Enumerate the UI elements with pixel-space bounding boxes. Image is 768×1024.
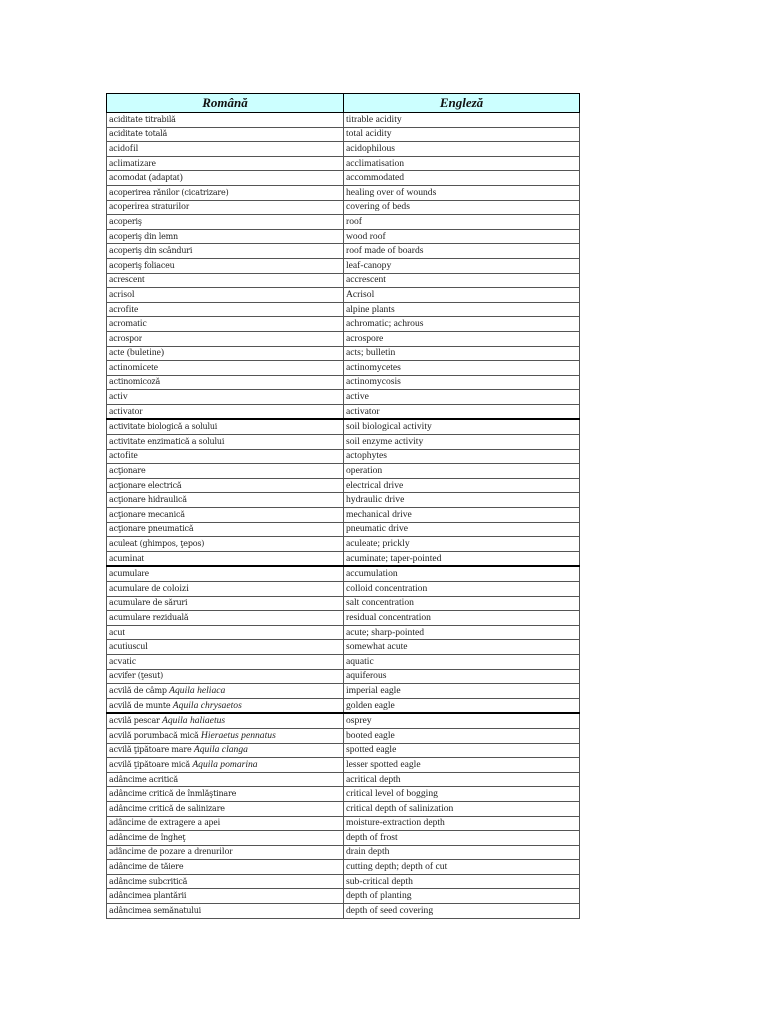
english-term: wood roof: [344, 229, 580, 244]
english-term: osprey: [344, 713, 580, 728]
romanian-term: [107, 508, 344, 523]
english-term: golden eagle: [344, 698, 580, 713]
english-term: healing over of wounds: [344, 185, 580, 200]
scientific-name: Aquila clanga: [193, 744, 248, 756]
english-term: acuminate; taper-pointed: [344, 551, 580, 566]
table-row: [107, 478, 580, 493]
english-term: depth of planting: [344, 889, 580, 904]
table-row: [107, 654, 580, 669]
table-row: [107, 831, 580, 846]
romanian-term: [107, 640, 344, 655]
romanian-term: [107, 654, 344, 669]
romanian-term-text: aclimatizare: [109, 157, 156, 169]
table-row: [107, 419, 580, 434]
english-term: drain depth: [344, 845, 580, 860]
scientific-name: Aquila pomarina: [192, 758, 258, 770]
romanian-term-text: acrisol: [109, 288, 135, 300]
table-row: [107, 449, 580, 464]
romanian-term: [107, 669, 344, 684]
romanian-term: [107, 551, 344, 566]
table-row: [107, 156, 580, 171]
english-term: spotted eagle: [344, 743, 580, 758]
romanian-term: [107, 845, 344, 860]
romanian-term: [107, 375, 344, 390]
english-term: electrical drive: [344, 478, 580, 493]
table-row: [107, 229, 580, 244]
romanian-term-text: acvatic: [109, 655, 137, 667]
table-row: [107, 127, 580, 142]
romanian-term: [107, 171, 344, 186]
romanian-term-text: adâncime de pozare a drenurilor: [109, 846, 233, 858]
romanian-term-text: acutiuscul: [109, 641, 148, 653]
romanian-term: [107, 331, 344, 346]
romanian-term: [107, 142, 344, 157]
romanian-term-text: acţionare mecanică: [109, 509, 185, 519]
table-row: [107, 874, 580, 889]
english-term: accommodated: [344, 171, 580, 186]
table-row: [107, 508, 580, 523]
romanian-term: [107, 244, 344, 259]
scientific-name: Hieraetus pennatus: [200, 729, 276, 741]
romanian-term-text: adâncime critică de înmlăştinare: [109, 789, 237, 799]
table-row: [107, 435, 580, 450]
english-term: salt concentration: [344, 596, 580, 611]
scientific-name: Aquila heliaca: [169, 684, 226, 696]
romanian-term-text: actinomicete: [109, 361, 159, 373]
table-row: [107, 566, 580, 581]
english-term: acts; bulletin: [344, 346, 580, 361]
romanian-term: [107, 831, 344, 846]
romanian-term: [107, 566, 344, 581]
english-term: sub-critical depth: [344, 874, 580, 889]
table-row: [107, 522, 580, 537]
romanian-term-text: acromatic: [109, 318, 147, 330]
romanian-term-text: acumulare de săruri: [109, 598, 188, 608]
english-term: acute; sharp-pointed: [344, 625, 580, 640]
english-term: accrescent: [344, 273, 580, 288]
romanian-term: [107, 258, 344, 273]
romanian-term: [107, 772, 344, 787]
romanian-term-text: acumulare de coloizi: [109, 582, 189, 594]
romanian-term: [107, 273, 344, 288]
table-row: [107, 743, 580, 758]
header-row: [107, 94, 580, 113]
romanian-term-text: acrofite: [109, 303, 139, 315]
romanian-term: [107, 801, 344, 816]
romanian-term: [107, 582, 344, 597]
table-row: [107, 273, 580, 288]
romanian-term: [107, 611, 344, 626]
english-term: actinomycosis: [344, 375, 580, 390]
table-row: [107, 787, 580, 802]
table-row: [107, 889, 580, 904]
romanian-term-text: acţionare pneumatică: [109, 524, 194, 534]
table-row: [107, 185, 580, 200]
english-term: residual concentration: [344, 611, 580, 626]
table-row: [107, 302, 580, 317]
romanian-term: [107, 728, 344, 743]
romanian-term-text: activ: [109, 391, 128, 403]
romanian-term-text: acte (buletine): [109, 347, 165, 359]
romanian-term-text: acumulare reziduală: [109, 612, 189, 622]
table-row: [107, 845, 580, 860]
table-row: [107, 288, 580, 303]
english-term: aquatic: [344, 654, 580, 669]
table-row: [107, 669, 580, 684]
romanian-term-text: acrospor: [109, 332, 143, 344]
english-term: acidophilous: [344, 142, 580, 157]
romanian-term-text: adâncime acritică: [109, 774, 178, 784]
english-term: booted eagle: [344, 728, 580, 743]
table-row: [107, 361, 580, 376]
table-row: [107, 258, 580, 273]
romanian-term: [107, 419, 344, 434]
table-row: [107, 171, 580, 186]
romanian-term: [107, 493, 344, 508]
english-term: active: [344, 390, 580, 405]
romanian-term-text: acvifer (ţesut): [109, 671, 164, 681]
romanian-term-text: actofite: [109, 450, 138, 462]
romanian-term: [107, 215, 344, 230]
english-term: acclimatisation: [344, 156, 580, 171]
table-row: [107, 684, 580, 699]
romanian-term: [107, 758, 344, 773]
english-term: roof: [344, 215, 580, 230]
romanian-term: [107, 816, 344, 831]
romanian-term: [107, 113, 344, 128]
table-row: [107, 816, 580, 831]
english-term: acrospore: [344, 331, 580, 346]
table-row: [107, 215, 580, 230]
english-term: critical level of bogging: [344, 787, 580, 802]
english-term: depth of seed covering: [344, 904, 580, 919]
romanian-term-text: adâncime de îngheţ: [109, 832, 186, 842]
table-row: [107, 640, 580, 655]
romanian-term-text: acvilă de munte: [109, 700, 171, 710]
romanian-term-text: aculeat (ghimpos, ţepos): [109, 539, 205, 549]
romanian-term-text: acut: [109, 626, 125, 638]
romanian-term: [107, 229, 344, 244]
romanian-term-text: acumulare: [109, 568, 149, 580]
romanian-term: [107, 346, 344, 361]
english-term: aculeate; prickly: [344, 537, 580, 552]
romanian-term-text: acţionare hidraulică: [109, 495, 187, 505]
scientific-name: Aquila chrysaetos: [172, 699, 242, 711]
english-term: depth of frost: [344, 831, 580, 846]
english-term: hydraulic drive: [344, 493, 580, 508]
table-row: [107, 200, 580, 215]
english-term: critical depth of salinization: [344, 801, 580, 816]
header-english: Engleză: [344, 94, 580, 113]
romanian-term: [107, 874, 344, 889]
romanian-term: [107, 464, 344, 479]
romanian-term-text: acvilă de câmp: [109, 685, 167, 695]
romanian-term: [107, 478, 344, 493]
english-term: covering of beds: [344, 200, 580, 215]
english-term: accumulation: [344, 566, 580, 581]
table-row: [107, 713, 580, 728]
english-term: somewhat acute: [344, 640, 580, 655]
table-row: [107, 113, 580, 128]
table-row: [107, 698, 580, 713]
romanian-term: [107, 596, 344, 611]
romanian-term: [107, 625, 344, 640]
english-term: soil biological activity: [344, 419, 580, 434]
table-row: [107, 142, 580, 157]
table-row: [107, 404, 580, 419]
romanian-term-text: acţionare electrică: [109, 480, 182, 490]
romanian-term-text: adâncimea semănatului: [109, 905, 202, 915]
romanian-term: [107, 743, 344, 758]
glossary-table: [106, 93, 580, 919]
romanian-term: [107, 185, 344, 200]
romanian-term-text: acomodat (adaptat): [109, 172, 183, 184]
romanian-term: [107, 698, 344, 713]
english-term: achromatic; achrous: [344, 317, 580, 332]
romanian-term-text: acoperiş: [109, 216, 142, 226]
romanian-term-text: acţionare: [109, 466, 146, 476]
table-row: [107, 758, 580, 773]
romanian-term: [107, 537, 344, 552]
romanian-term-text: acoperirea straturilor: [109, 201, 190, 213]
romanian-term-text: aciditate totală: [109, 129, 168, 139]
romanian-term-text: actinomicoză: [109, 377, 161, 387]
table-row: [107, 772, 580, 787]
table-row: [107, 317, 580, 332]
romanian-term: [107, 156, 344, 171]
romanian-term-text: acvilă porumbacă mică: [109, 730, 199, 740]
english-term: operation: [344, 464, 580, 479]
english-term: moisture-extraction depth: [344, 816, 580, 831]
romanian-term: [107, 200, 344, 215]
english-term: aquiferous: [344, 669, 580, 684]
english-term: soil enzyme activity: [344, 435, 580, 450]
romanian-term: [107, 288, 344, 303]
table-row: [107, 625, 580, 640]
english-term: activator: [344, 404, 580, 419]
romanian-term-text: acoperiş foliaceu: [109, 260, 175, 270]
romanian-term: [107, 404, 344, 419]
romanian-term-text: acidofil: [109, 142, 139, 154]
romanian-term-text: acoperiş din lemn: [109, 231, 178, 241]
romanian-term-text: acoperiş din scânduri: [109, 246, 193, 256]
romanian-term-text: activitate biologică a solului: [109, 422, 218, 432]
romanian-term: [107, 904, 344, 919]
romanian-term-text: aciditate titrabilă: [109, 114, 176, 124]
romanian-term-text: acvilă ţipătoare mică: [109, 759, 190, 769]
english-term: actinomycetes: [344, 361, 580, 376]
romanian-term: [107, 449, 344, 464]
english-term: colloid concentration: [344, 582, 580, 597]
english-term: cutting depth; depth of cut: [344, 860, 580, 875]
english-term: titrable acidity: [344, 113, 580, 128]
english-term: lesser spotted eagle: [344, 758, 580, 773]
table-row: [107, 390, 580, 405]
romanian-term-text: acoperirea rănilor (cicatrizare): [109, 187, 229, 197]
romanian-term: [107, 889, 344, 904]
romanian-term-text: acvilă pescar: [109, 716, 160, 726]
english-term: leaf-canopy: [344, 258, 580, 273]
romanian-term: [107, 390, 344, 405]
romanian-term-text: acrescent: [109, 274, 145, 286]
romanian-term-text: adâncime subcritică: [109, 876, 188, 886]
table-row: [107, 493, 580, 508]
romanian-term-text: activator: [109, 405, 143, 417]
romanian-term: [107, 713, 344, 728]
english-term: alpine plants: [344, 302, 580, 317]
romanian-term: [107, 522, 344, 537]
romanian-term: [107, 860, 344, 875]
english-term: roof made of boards: [344, 244, 580, 259]
romanian-term-text: activitate enzimatică a solului: [109, 436, 225, 446]
table-row: [107, 464, 580, 479]
english-term: actophytes: [344, 449, 580, 464]
table-row: [107, 596, 580, 611]
english-term: pneumatic drive: [344, 522, 580, 537]
romanian-term: [107, 787, 344, 802]
table-row: [107, 860, 580, 875]
english-term: total acidity: [344, 127, 580, 142]
romanian-term: [107, 317, 344, 332]
table-row: [107, 904, 580, 919]
scientific-name: Aquila haliaetus: [161, 715, 226, 727]
romanian-term: [107, 302, 344, 317]
romanian-term: [107, 361, 344, 376]
table-row: [107, 244, 580, 259]
romanian-term-text: adâncime de extragere a apei: [109, 817, 221, 829]
header-romanian: Română: [107, 94, 344, 113]
english-term: mechanical drive: [344, 508, 580, 523]
table-row: [107, 537, 580, 552]
romanian-term: [107, 435, 344, 450]
english-term: Acrisol: [344, 288, 580, 303]
english-term: imperial eagle: [344, 684, 580, 699]
english-term: acritical depth: [344, 772, 580, 787]
table-row: [107, 551, 580, 566]
romanian-term-text: adâncime critică de salinizare: [109, 803, 225, 813]
romanian-term-text: adâncimea plantării: [109, 891, 187, 901]
table-row: [107, 331, 580, 346]
romanian-term: [107, 127, 344, 142]
table-row: [107, 611, 580, 626]
table-row: [107, 801, 580, 816]
table-row: [107, 375, 580, 390]
table-row: [107, 728, 580, 743]
glossary-body: [107, 113, 580, 919]
romanian-term: [107, 684, 344, 699]
table-row: [107, 582, 580, 597]
romanian-term-text: acuminat: [109, 552, 145, 564]
romanian-term-text: acvilă ţipătoare mare: [109, 745, 192, 755]
table-row: [107, 346, 580, 361]
romanian-term-text: adâncime de tăiere: [109, 862, 184, 872]
